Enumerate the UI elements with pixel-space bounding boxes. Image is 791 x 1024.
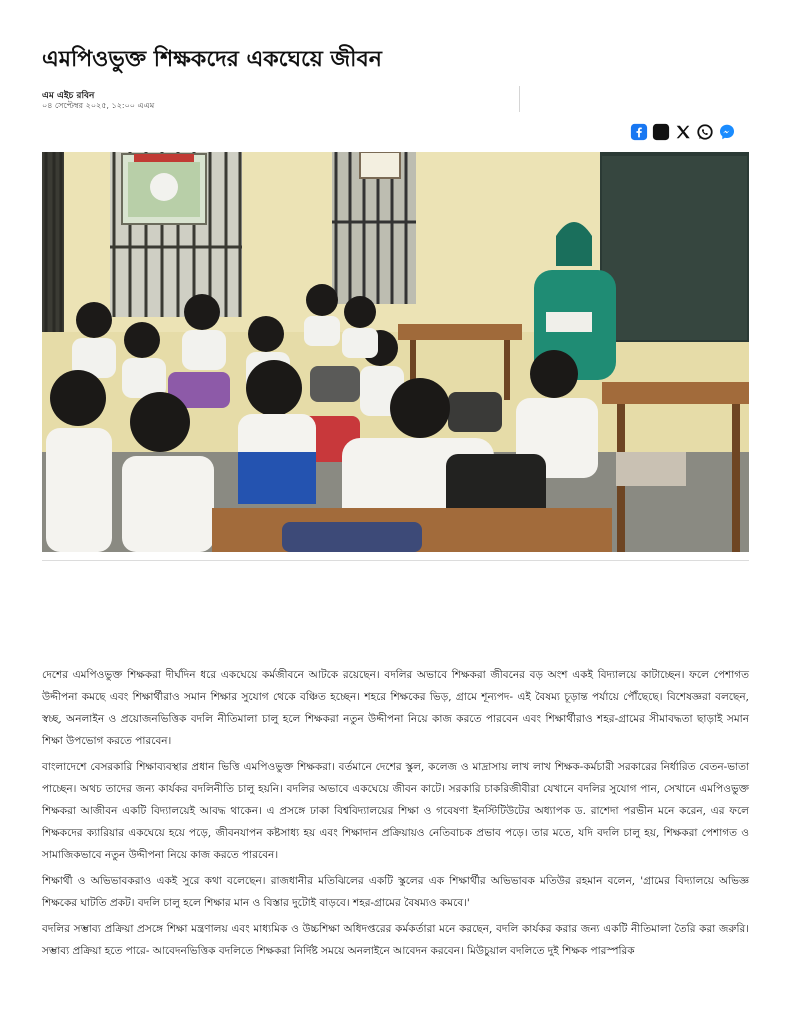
whatsapp-icon[interactable] (696, 123, 714, 141)
facebook-icon[interactable] (630, 123, 648, 141)
article-photo (42, 152, 749, 552)
instagram-icon[interactable] (652, 123, 670, 141)
paragraph: বাংলাদেশে বেসরকারি শিক্ষাব্যবস্থার প্রধান ভিত্তি এমপিওভুক্ত শিক্ষকরা। বর্তমানে দেশের স্কুল, কলেজ ও মাদ্রাসায় লাখ লাখ শিক্ষক-কর্মচারী সরকারের নির্ধারিত বেতন-ভাতা পাচ্ছেন। অথচ তাদের জন্য কার্যকর বদলিনীতি চালু হয়নি। বদলির অভাবে একঘেয়ে জীবন কাটে। সরকারি চাকরিজীবীরা যেখানে বদলির সুযোগ পান, সেখানে এমপিওভুক্ত শিক্ষকরা আজীবন একটি বিদ্যালয়েই আবদ্ধ থাকেন। এ প্রসঙ্গে ঢাকা বিশ্ববিদ্যালয়ের শিক্ষা ও গবেষণা ইনস্টিটিউটের অধ্যাপক ড. রাশেদা পরভীন মনে করেন, এর ফলে শিক্ষকদের ক্যারিয়ার একঘেয়ে হয়ে পড়ে, জীবনযাপন কষ্টসাধ্য হয় এবং শিক্ষাদান প্রক্রিয়ায়ও নেতিবাচক প্রভাব পড়ে। তার মতে, যদি বদলি চালু হয়, শিক্ষকরা পেশাগত ও সামাজিকভাবে নতুন উদ্দীপনা নিয়ে কাজ করতে পারবেন। (42, 761, 749, 861)
x-icon[interactable] (674, 123, 692, 141)
paragraph: বদলির সম্ভাব্য প্রক্রিয়া প্রসঙ্গে শিক্ষা মন্ত্রণালয় এবং মাধ্যমিক ও উচ্চশিক্ষা অধিদপ্তরের কর্মকর্তারা মনে করছেন, বদলি কার্যকর করার জন্য একটি নীতিমালা তৈরি করা জরুরি। সম্ভাব্য প্রক্রিয়া হতে পারে- আবেদনভিত্তিক বদলিতে শিক্ষকরা নির্দিষ্ট সময়ে অনলাইনে আবেদন করবেন। মিউচুয়াল বদলিতে দুই শিক্ষক পারস্পরিক (42, 923, 749, 957)
article-headline: এমপিওভুক্ত শিক্ষকদের একঘেয়ে জীবন (42, 47, 382, 72)
byline-divider (519, 86, 520, 112)
publish-date: ০৪ সেপ্টেম্বর ২০২৫, ১২:০০ এএম (42, 101, 155, 110)
share-bar (630, 122, 736, 142)
messenger-icon[interactable] (718, 123, 736, 141)
paragraph: দেশের এমপিওভুক্ত শিক্ষকরা দীর্ঘদিন ধরে একঘেয়ে কর্মজীবনে আটকে রয়েছেন। বদলির অভাবে শিক্ষকরা জীবনের বড় অংশ একই বিদ্যালয়ে কাটাচ্ছেন। ফলে পেশাগত উদ্দীপনা কমছে এবং শিক্ষার্থীরাও সমান শিক্ষার সুযোগ থেকে বঞ্চিত হচ্ছেন। শহরে শিক্ষকের ভিড়, গ্রামে শূন্যপদ- এই বৈষম্য চূড়ান্ত পর্যায়ে পৌঁছেছে। বিশেষজ্ঞরা বলছেন, স্বচ্ছ, অনলাইন ও প্রয়োজনভিত্তিক বদলি নীতিমালা চালু হলে শিক্ষকরা নতুন উদ্দীপনা নিয়ে কাজ করতে পারবেন এবং শিক্ষার্থীরাও শহর-গ্রামের সীমাবদ্ধতা ছাড়াই সমান শিক্ষা উপভোগ করতে পারবেন। (42, 669, 749, 747)
photo-divider (42, 560, 749, 561)
article-body (42, 664, 749, 966)
author-name[interactable]: এম এইচ রবিন (42, 91, 95, 101)
paragraph: শিক্ষার্থী ও অভিভাবকরাও একই সুরে কথা বলেছেন। রাজধানীর মতিঝিলের একটি স্কুলের এক শিক্ষার্থীর অভিভাবক মতিউর রহমান বলেন, 'গ্রামের বিদ্যালয়ে অভিজ্ঞ শিক্ষকের ঘাটতি প্রকট। বদলি চালু হলে শিক্ষার মান ও বিস্তার দুটোই বাড়বে। শহর-গ্রামের বৈষম্যও কমবে।' (42, 875, 749, 909)
